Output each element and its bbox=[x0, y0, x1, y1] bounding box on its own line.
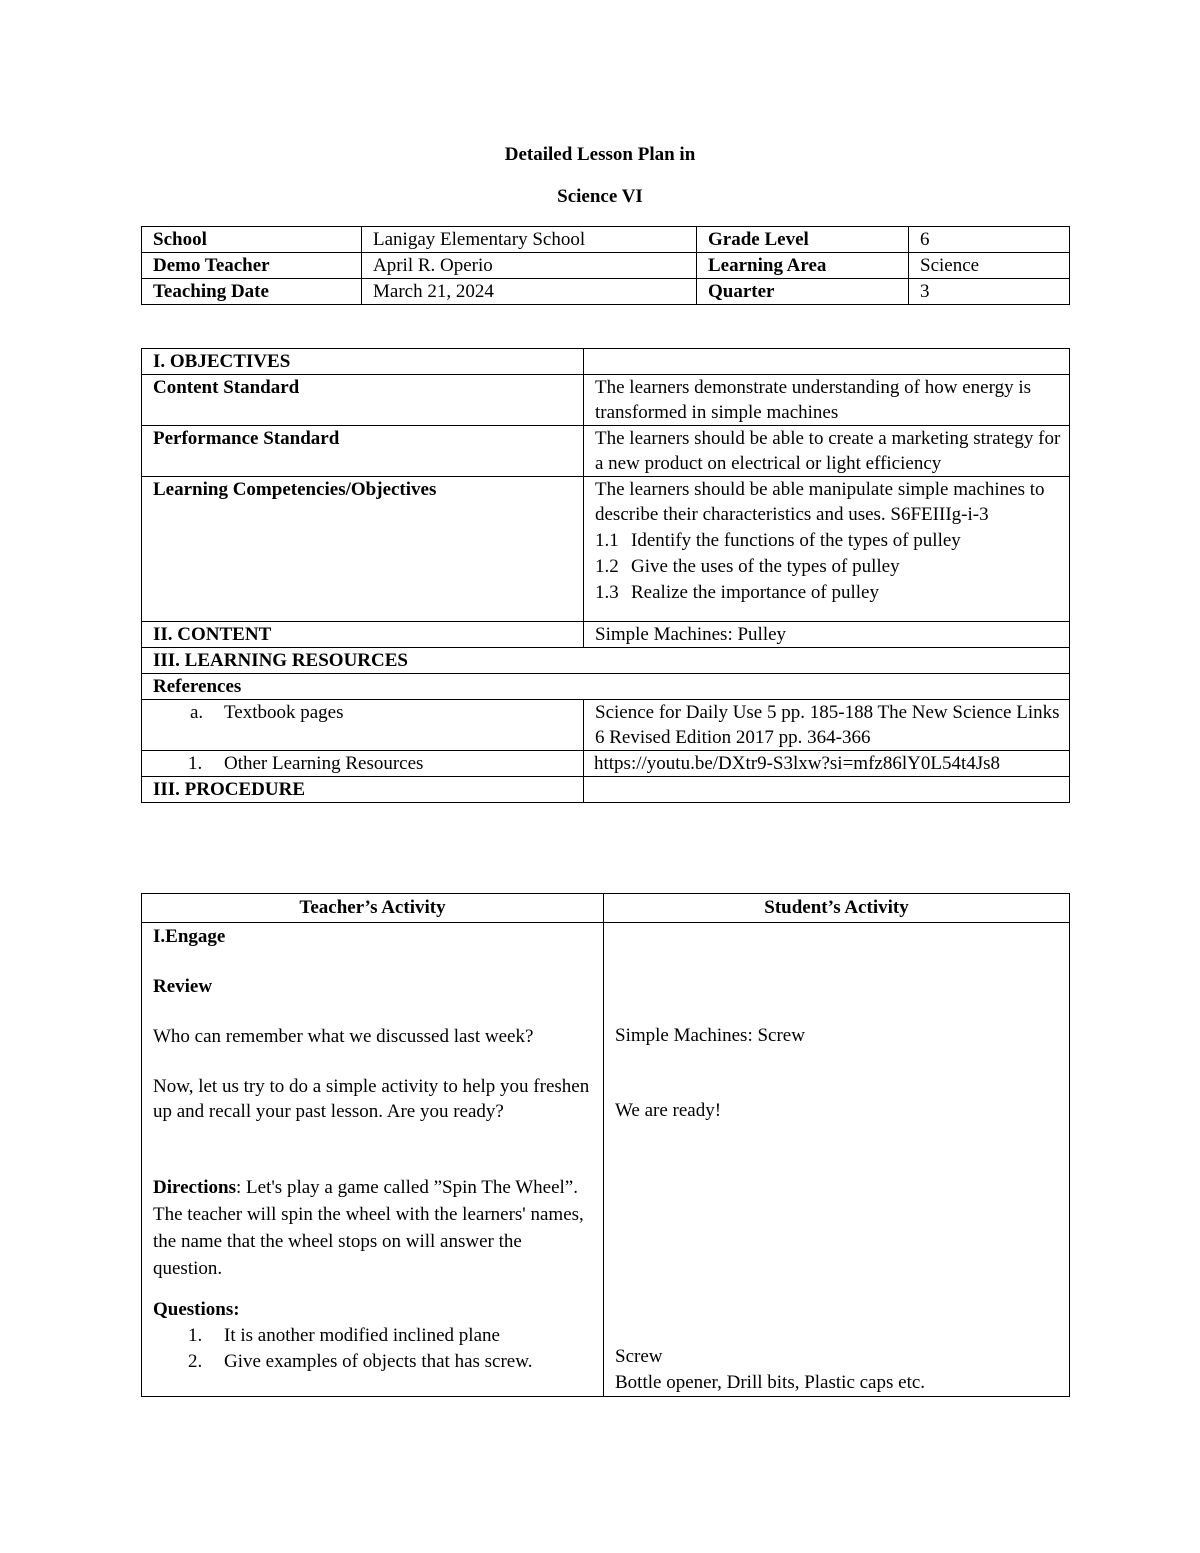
table-row bbox=[142, 349, 1070, 375]
content-standard-value: The learners demonstrate understanding of how energy is transformed in simple machines bbox=[584, 375, 1070, 426]
date-value: March 21, 2024 bbox=[362, 279, 697, 305]
table-row bbox=[142, 700, 1070, 751]
list-number: 1.3 bbox=[595, 582, 619, 603]
activity-table bbox=[141, 893, 1070, 1397]
other-label-cell bbox=[142, 751, 584, 777]
performance-standard-value: The learners should be able to create a marketing strategy for a new product on electrical or light efficiency bbox=[584, 426, 1070, 477]
review-heading: Review bbox=[153, 976, 213, 997]
table-row bbox=[142, 477, 1070, 622]
list-number: 1.2 bbox=[595, 556, 619, 577]
directions-paragraph bbox=[153, 1174, 591, 1282]
info-table bbox=[141, 226, 1070, 305]
teacher-label: Demo Teacher bbox=[142, 253, 362, 279]
list-text: Realize the importance of pulley bbox=[631, 582, 879, 603]
student-activity-cell bbox=[604, 923, 1070, 1397]
textbook-value: Science for Daily Use 5 pp. 185-188 The New Science Links 6 Revised Edition 2017 pp. 364-366 bbox=[584, 700, 1070, 751]
grade-label: Grade Level bbox=[697, 227, 909, 253]
page-subtitle: Science VI bbox=[557, 186, 643, 207]
student-activity-header: Student’s Activity bbox=[604, 894, 1070, 923]
table-row bbox=[142, 426, 1070, 477]
list-number: 1.1 bbox=[595, 530, 619, 551]
teacher-activity-cell bbox=[142, 923, 604, 1397]
table-row bbox=[142, 751, 1070, 777]
competencies-cell bbox=[584, 477, 1070, 622]
table-row bbox=[142, 622, 1070, 648]
list-number: 2. bbox=[188, 1351, 203, 1372]
plan-table bbox=[141, 348, 1070, 803]
other-resources-link[interactable]: https://youtu.be/DXtr9-S3lxw?si=mfz86lY0L54t4Js8 bbox=[584, 751, 1070, 777]
table-row bbox=[142, 648, 1070, 674]
list-text: Give the uses of the types of pulley bbox=[631, 556, 900, 577]
teacher-value: April R. Operio bbox=[362, 253, 697, 279]
date-label: Teaching Date bbox=[142, 279, 362, 305]
table-row bbox=[142, 253, 1070, 279]
question-last-week: Who can remember what we discussed last week? bbox=[153, 1026, 534, 1047]
answer-ready: We are ready! bbox=[615, 1100, 722, 1121]
area-value: Science bbox=[909, 253, 1070, 279]
table-row bbox=[142, 894, 1070, 923]
list-item bbox=[153, 1349, 591, 1375]
directions-text: : Let's play a game called ”Spin The Wheel”. The teacher will spin the wheel with the learners' names, the name that the wheel stops on will answer the question. bbox=[153, 1177, 584, 1279]
page-title: Detailed Lesson Plan in bbox=[504, 144, 696, 165]
list-marker: a. bbox=[190, 702, 204, 723]
competencies-intro: The learners should be able manipulate simple machines to describe their characteristics and uses. S6FEIIIg-i-3 bbox=[595, 479, 1045, 525]
content-heading: II. CONTENT bbox=[142, 622, 584, 648]
answer-2: Bottle opener, Drill bits, Plastic caps etc. bbox=[615, 1372, 926, 1393]
table-row bbox=[142, 279, 1070, 305]
list-item bbox=[595, 554, 1069, 579]
school-value: Lanigay Elementary School bbox=[362, 227, 697, 253]
competencies-label: Learning Competencies/Objectives bbox=[142, 477, 584, 622]
teacher-activity-header: Teacher’s Activity bbox=[142, 894, 604, 923]
questions-heading: Questions: bbox=[153, 1299, 240, 1320]
table-row bbox=[142, 227, 1070, 253]
resources-heading: III. LEARNING RESOURCES bbox=[142, 648, 1070, 674]
content-standard-label: Content Standard bbox=[142, 375, 584, 426]
textbook-label: Textbook pages bbox=[224, 702, 344, 723]
area-label: Learning Area bbox=[697, 253, 909, 279]
directions-label: Directions bbox=[153, 1177, 237, 1198]
school-label: School bbox=[142, 227, 362, 253]
empty-cell bbox=[584, 349, 1070, 375]
engage-heading: I.Engage bbox=[153, 926, 226, 947]
list-number: 1. bbox=[188, 1325, 203, 1346]
empty-cell bbox=[584, 777, 1070, 803]
objectives-heading: I. OBJECTIVES bbox=[142, 349, 584, 375]
grade-value: 6 bbox=[909, 227, 1070, 253]
answer-1: Screw bbox=[615, 1346, 663, 1367]
textbook-label-cell bbox=[142, 700, 584, 751]
table-row bbox=[142, 674, 1070, 700]
list-text: It is another modified inclined plane bbox=[224, 1325, 500, 1346]
content-value: Simple Machines: Pulley bbox=[584, 622, 1070, 648]
list-item bbox=[595, 528, 1069, 553]
answer-last-week: Simple Machines: Screw bbox=[615, 1025, 805, 1046]
list-marker: 1. bbox=[188, 753, 203, 774]
list-item bbox=[595, 580, 1069, 605]
quarter-label: Quarter bbox=[697, 279, 909, 305]
table-row bbox=[142, 923, 1070, 1397]
list-text: Identify the functions of the types of pulley bbox=[631, 530, 961, 551]
performance-standard-label: Performance Standard bbox=[142, 426, 584, 477]
references-label: References bbox=[142, 674, 1070, 700]
table-row bbox=[142, 777, 1070, 803]
question-ready: Now, let us try to do a simple activity to help you freshen up and recall your past lesson. Are you ready? bbox=[153, 1076, 590, 1122]
quarter-value: 3 bbox=[909, 279, 1070, 305]
table-row bbox=[142, 375, 1070, 426]
list-text: Give examples of objects that has screw. bbox=[224, 1351, 533, 1372]
list-item bbox=[153, 1323, 591, 1349]
procedure-heading: III. PROCEDURE bbox=[142, 777, 584, 803]
other-label: Other Learning Resources bbox=[224, 753, 424, 774]
